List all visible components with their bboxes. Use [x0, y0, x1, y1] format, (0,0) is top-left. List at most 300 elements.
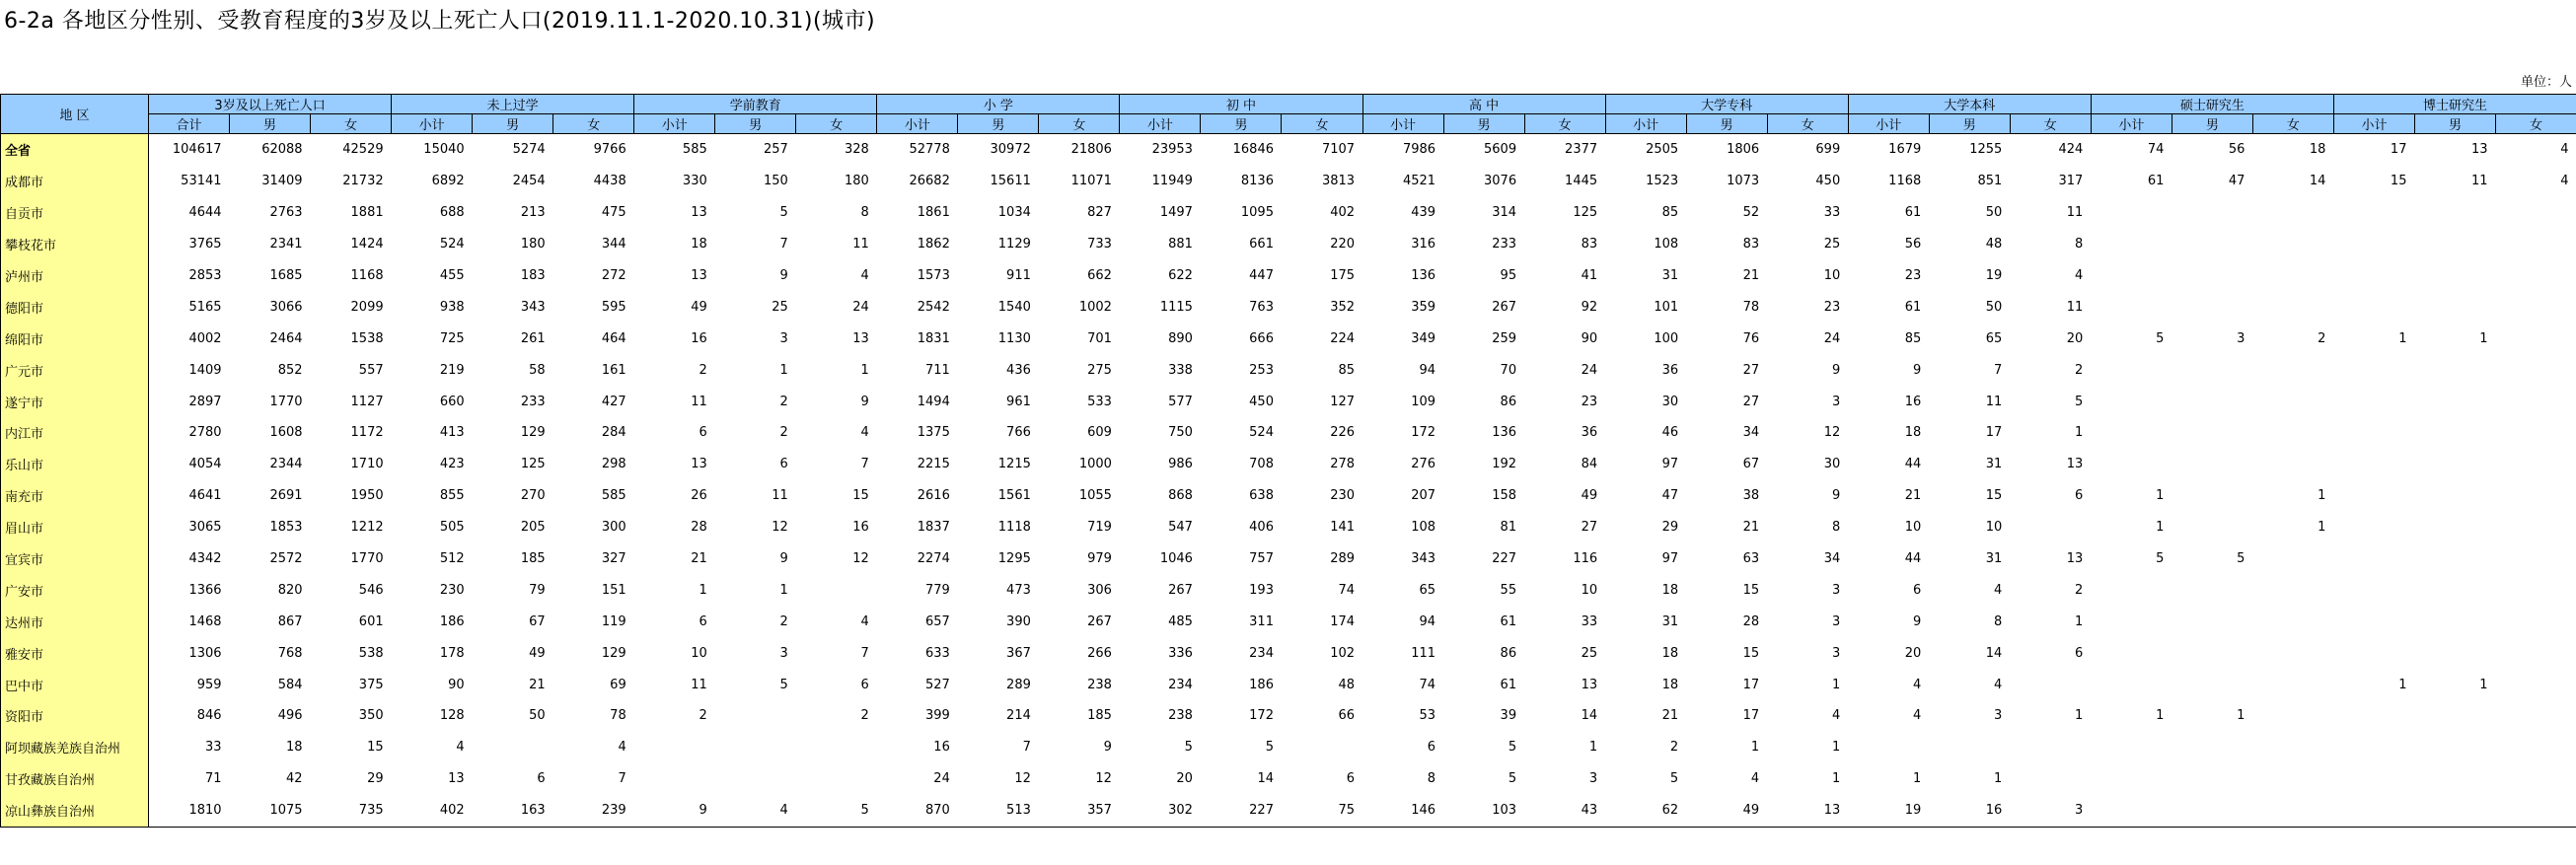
value-cell: 1 — [2398, 677, 2407, 692]
value-cell — [2496, 323, 2576, 354]
value-cell: 234 — [1168, 677, 1193, 692]
value-cell: 1 — [2075, 708, 2084, 724]
value-cell: 69 — [610, 677, 626, 692]
value-cell: 4 — [860, 613, 869, 629]
region-cell: 甘孜藏族自治州 — [1, 763, 149, 795]
value-cell: 50 — [1985, 299, 2003, 315]
value-cell: 2215 — [917, 457, 950, 472]
value-cell: 16 — [691, 330, 707, 346]
value-cell: 172 — [1249, 708, 1274, 724]
value-cell — [2171, 480, 2252, 512]
value-cell: 2 — [860, 708, 869, 724]
value-cell — [2414, 197, 2495, 229]
value-cell: 961 — [1006, 394, 1031, 409]
value-cell: 9 — [1912, 613, 1922, 629]
value-cell: 2 — [779, 613, 788, 629]
value-cell — [715, 763, 796, 795]
value-cell — [796, 732, 877, 763]
value-cell: 1 — [2479, 677, 2488, 692]
value-cell: 220 — [1330, 237, 1356, 252]
value-cell: 66 — [1338, 708, 1356, 724]
value-cell: 4521 — [1402, 174, 1436, 189]
value-cell: 178 — [439, 645, 465, 661]
value-cell — [2414, 512, 2495, 543]
value-cell: 1881 — [350, 205, 384, 221]
value-cell: 1 — [2075, 425, 2084, 441]
value-cell: 219 — [439, 362, 465, 378]
value-cell: 1055 — [1078, 488, 1112, 504]
value-cell: 2341 — [269, 237, 303, 252]
value-cell — [2496, 606, 2576, 637]
value-cell — [2414, 449, 2495, 480]
value-cell — [2414, 700, 2495, 732]
value-cell: 42529 — [342, 142, 384, 158]
value-cell: 584 — [277, 677, 303, 692]
group-header: 初 中 — [1120, 95, 1362, 114]
value-cell: 6 — [1427, 740, 1436, 756]
value-cell — [2171, 291, 2252, 323]
value-cell: 79 — [529, 582, 546, 598]
value-cell: 7 — [860, 645, 869, 661]
value-cell — [2091, 574, 2171, 606]
value-cell: 1 — [1750, 740, 1760, 756]
value-cell — [2171, 763, 2252, 795]
value-cell: 5 — [2237, 551, 2245, 567]
value-cell: 413 — [439, 425, 465, 441]
value-cell: 103 — [1443, 795, 1524, 827]
value-cell: 327 — [601, 551, 626, 567]
value-cell — [2010, 669, 2091, 700]
value-cell — [2333, 637, 2414, 669]
value-cell: 13 — [2470, 142, 2488, 158]
value-cell — [2496, 574, 2576, 606]
value-cell — [2252, 669, 2333, 700]
value-cell: 711 — [925, 362, 950, 378]
value-cell: 52 — [1742, 205, 1760, 221]
value-cell: 1046 — [1159, 551, 1193, 567]
value-cell: 1497 — [1159, 205, 1193, 221]
value-cell: 4 — [456, 740, 465, 756]
value-cell: 1 — [2075, 613, 2084, 629]
value-cell: 2572 — [269, 551, 303, 567]
value-cell: 1 — [2479, 330, 2488, 346]
table-row — [1, 732, 2576, 763]
value-cell: 109 — [1411, 394, 1436, 409]
value-cell: 2274 — [917, 551, 950, 567]
value-cell: 1 — [2156, 488, 2165, 504]
value-cell: 6 — [2075, 488, 2084, 504]
region-cell: 广元市 — [1, 354, 149, 386]
value-cell: 5 — [1508, 771, 1517, 787]
region-cell: 遂宁市 — [1, 386, 149, 417]
value-cell: 1215 — [997, 457, 1031, 472]
sub-header: 合计 — [149, 114, 230, 134]
value-cell: 41 — [1581, 268, 1598, 283]
value-cell: 180 — [844, 174, 869, 189]
value-cell: 1950 — [350, 488, 384, 504]
value-cell — [2171, 637, 2252, 669]
value-cell: 15611 — [990, 174, 1031, 189]
value-cell: 163 — [473, 795, 553, 827]
value-cell: 28 — [691, 520, 707, 536]
value-cell: 538 — [358, 645, 384, 661]
value-cell: 34 — [1823, 551, 1841, 567]
value-cell — [796, 763, 877, 795]
value-cell: 5 — [779, 205, 788, 221]
value-cell: 352 — [1330, 299, 1356, 315]
region-cell: 资阳市 — [1, 700, 149, 732]
value-cell: 12 — [772, 520, 788, 536]
value-cell: 11 — [1985, 394, 2003, 409]
value-cell: 146 — [1362, 795, 1443, 827]
value-cell: 5 — [1508, 740, 1517, 756]
sub-header: 女 — [2010, 114, 2091, 134]
value-cell: 284 — [601, 425, 626, 441]
value-cell: 3 — [2010, 795, 2091, 827]
value-cell: 1424 — [350, 237, 384, 252]
value-cell: 15 — [367, 740, 384, 756]
value-cell: 261 — [520, 330, 546, 346]
value-cell: 30 — [1823, 457, 1841, 472]
value-cell: 595 — [601, 299, 626, 315]
value-cell: 42 — [286, 771, 303, 787]
value-cell: 29 — [1661, 520, 1679, 536]
value-cell: 183 — [520, 268, 546, 283]
value-cell — [2333, 543, 2414, 575]
value-cell: 17 — [2390, 142, 2407, 158]
value-cell: 17 — [1742, 677, 1760, 692]
value-cell: 12 — [1014, 771, 1031, 787]
value-cell: 427 — [601, 394, 626, 409]
value-cell: 2377 — [1565, 142, 1598, 158]
value-cell: 25 — [772, 299, 788, 315]
value-cell — [2171, 354, 2252, 386]
table-row — [1, 166, 2576, 197]
value-cell: 8 — [1427, 771, 1436, 787]
value-cell: 3065 — [188, 520, 222, 536]
value-cell: 735 — [311, 795, 392, 827]
value-cell: 3076 — [1484, 174, 1517, 189]
value-cell: 136 — [1492, 425, 1517, 441]
value-cell: 119 — [601, 613, 626, 629]
value-cell: 11 — [2066, 205, 2084, 221]
value-cell: 39 — [1500, 708, 1517, 724]
region-cell: 凉山彝族自治州 — [1, 795, 149, 827]
region-cell: 乐山市 — [1, 449, 149, 480]
value-cell: 2780 — [188, 425, 222, 441]
value-cell: 344 — [601, 237, 626, 252]
value-cell: 2 — [1669, 740, 1679, 756]
value-cell: 1295 — [997, 551, 1031, 567]
value-cell — [2414, 574, 2495, 606]
value-cell — [2171, 606, 2252, 637]
value-cell: 1 — [1912, 771, 1922, 787]
table-row — [1, 700, 2576, 732]
value-cell: 20 — [1904, 645, 1922, 661]
value-cell: 12 — [1095, 771, 1112, 787]
value-cell — [2414, 606, 2495, 637]
value-cell: 719 — [1087, 520, 1112, 536]
value-cell: 11 — [772, 488, 788, 504]
value-cell: 50 — [529, 708, 546, 724]
value-cell — [2496, 229, 2576, 260]
value-cell: 609 — [1087, 425, 1112, 441]
value-cell: 1 — [699, 582, 707, 598]
value-cell: 1837 — [917, 520, 950, 536]
value-cell: 666 — [1249, 330, 1274, 346]
region-cell: 宜宾市 — [1, 543, 149, 575]
table-title: 6-2a 各地区分性别、受教育程度的3岁及以上死亡人口(2019.11.1-2020.10.31)(城市) — [4, 9, 876, 34]
value-cell: 9 — [860, 394, 869, 409]
value-cell: 21806 — [1070, 142, 1112, 158]
value-cell — [2333, 763, 2414, 795]
data-table — [0, 94, 2576, 828]
value-cell: 11 — [691, 677, 707, 692]
value-cell: 8 — [1831, 520, 1841, 536]
sub-header: 女 — [1524, 114, 1605, 134]
value-cell: 97 — [1661, 457, 1679, 472]
value-cell: 47 — [1661, 488, 1679, 504]
value-cell: 2454 — [512, 174, 546, 189]
value-cell: 234 — [1249, 645, 1274, 661]
value-cell: 9 — [1831, 488, 1841, 504]
value-cell: 350 — [358, 708, 384, 724]
value-cell: 63 — [1742, 551, 1760, 567]
value-cell — [2496, 197, 2576, 229]
sub-header: 女 — [2496, 114, 2576, 134]
value-cell — [634, 763, 715, 795]
value-cell: 18 — [1661, 645, 1679, 661]
value-cell: 74 — [2147, 142, 2165, 158]
value-cell — [2496, 386, 2576, 417]
value-cell: 16 — [1904, 394, 1922, 409]
value-cell: 175 — [1330, 268, 1356, 283]
value-cell: 3 — [1831, 645, 1841, 661]
value-cell — [2091, 669, 2171, 700]
value-cell: 31 — [1661, 613, 1679, 629]
value-cell: 18 — [2309, 142, 2326, 158]
value-cell: 7986 — [1402, 142, 1436, 158]
value-cell: 4 — [1994, 677, 2003, 692]
value-cell: 306 — [1087, 582, 1112, 598]
value-cell: 6 — [2075, 645, 2084, 661]
value-cell: 2 — [779, 425, 788, 441]
value-cell: 436 — [1006, 362, 1031, 378]
value-cell — [2171, 732, 2252, 763]
value-cell: 827 — [1087, 205, 1112, 221]
value-cell: 577 — [1168, 394, 1193, 409]
value-cell: 21 — [1742, 268, 1760, 283]
value-cell: 270 — [520, 488, 546, 504]
value-cell: 50 — [1985, 205, 2003, 221]
value-cell — [796, 574, 877, 606]
value-cell: 1 — [779, 582, 788, 598]
value-cell — [1848, 732, 1929, 763]
value-cell — [2496, 512, 2576, 543]
table-row — [1, 637, 2576, 669]
value-cell: 2344 — [269, 457, 303, 472]
value-cell — [2414, 732, 2495, 763]
value-cell: 585 — [601, 488, 626, 504]
value-cell: 33 — [204, 740, 222, 756]
value-cell — [2414, 480, 2495, 512]
value-cell — [2091, 795, 2171, 827]
value-cell — [2496, 260, 2576, 292]
value-cell: 36 — [1581, 425, 1598, 441]
value-cell: 2 — [2075, 582, 2084, 598]
value-cell: 90 — [448, 677, 465, 692]
value-cell: 172 — [1411, 425, 1436, 441]
value-cell: 10 — [691, 645, 707, 661]
value-cell: 28 — [1742, 613, 1760, 629]
value-cell: 959 — [196, 677, 222, 692]
value-cell: 9 — [779, 551, 788, 567]
sub-header: 女 — [1767, 114, 1848, 134]
value-cell: 938 — [439, 299, 465, 315]
value-cell: 18 — [1904, 425, 1922, 441]
table-row — [1, 323, 2576, 354]
value-cell: 26682 — [909, 174, 950, 189]
sub-header: 小计 — [1362, 114, 1443, 134]
value-cell: 1 — [2398, 330, 2407, 346]
sub-header: 男 — [1686, 114, 1767, 134]
value-cell: 5165 — [188, 299, 222, 315]
value-cell: 78 — [610, 708, 626, 724]
value-cell: 102 — [1330, 645, 1356, 661]
value-cell: 1034 — [997, 205, 1031, 221]
value-cell: 1831 — [917, 330, 950, 346]
value-cell: 16 — [1929, 795, 2010, 827]
value-cell — [2333, 480, 2414, 512]
value-cell: 9766 — [593, 142, 626, 158]
sub-header: 女 — [1039, 114, 1120, 134]
table-row — [1, 480, 2576, 512]
value-cell — [2333, 260, 2414, 292]
value-cell: 38 — [1742, 488, 1760, 504]
value-cell — [2252, 606, 2333, 637]
value-cell: 18 — [1661, 582, 1679, 598]
value-cell — [1282, 732, 1362, 763]
value-cell: 750 — [1168, 425, 1193, 441]
group-header: 大学本科 — [1848, 95, 2091, 114]
value-cell: 1853 — [269, 520, 303, 536]
value-cell: 311 — [1249, 613, 1274, 629]
value-cell: 14 — [2309, 174, 2326, 189]
value-cell: 5 — [1184, 740, 1193, 756]
value-cell: 90 — [1581, 330, 1598, 346]
value-cell — [2496, 417, 2576, 449]
value-cell — [2333, 574, 2414, 606]
value-cell: 275 — [1087, 362, 1112, 378]
value-cell: 439 — [1411, 205, 1436, 221]
value-cell: 1685 — [269, 268, 303, 283]
value-cell: 699 — [1815, 142, 1841, 158]
value-cell: 1806 — [1727, 142, 1760, 158]
value-cell: 21 — [1661, 708, 1679, 724]
value-cell: 13 — [691, 268, 707, 283]
value-cell: 317 — [2058, 174, 2084, 189]
value-cell — [2333, 291, 2414, 323]
group-header: 硕士研究生 — [2091, 95, 2333, 114]
value-cell — [2171, 512, 2252, 543]
value-cell: 1494 — [917, 394, 950, 409]
value-cell: 314 — [1492, 205, 1517, 221]
value-cell: 1073 — [1727, 174, 1760, 189]
value-cell: 375 — [358, 677, 384, 692]
value-cell: 48 — [1985, 237, 2003, 252]
value-cell: 512 — [439, 551, 465, 567]
value-cell: 402 — [1330, 205, 1356, 221]
value-cell: 3 — [1831, 394, 1841, 409]
value-cell: 3 — [779, 645, 788, 661]
value-cell: 94 — [1419, 362, 1436, 378]
value-cell: 53 — [1419, 708, 1436, 724]
value-cell: 1000 — [1078, 457, 1112, 472]
value-cell: 399 — [925, 708, 950, 724]
value-cell — [2171, 574, 2252, 606]
value-cell: 85 — [1904, 330, 1922, 346]
value-cell: 65 — [1419, 582, 1436, 598]
value-cell: 4 — [2560, 174, 2569, 189]
value-cell: 1 — [2237, 708, 2245, 724]
value-cell — [2496, 669, 2576, 700]
value-cell: 867 — [277, 613, 303, 629]
value-cell: 328 — [844, 142, 869, 158]
value-cell: 881 — [1168, 237, 1193, 252]
value-cell: 71 — [204, 771, 222, 787]
value-cell: 851 — [1977, 174, 2003, 189]
value-cell: 1168 — [350, 268, 384, 283]
value-cell: 15 — [2390, 174, 2407, 189]
value-cell: 5 — [2156, 551, 2165, 567]
value-cell: 1168 — [1888, 174, 1922, 189]
value-cell: 15040 — [423, 142, 465, 158]
value-cell: 10 — [1985, 520, 2003, 536]
value-cell: 185 — [1087, 708, 1112, 724]
value-cell: 230 — [1330, 488, 1356, 504]
region-cell: 眉山市 — [1, 512, 149, 543]
value-cell: 67 — [529, 613, 546, 629]
value-cell: 5 — [1265, 740, 1274, 756]
value-cell: 34 — [1742, 425, 1760, 441]
value-cell — [2333, 700, 2414, 732]
value-cell: 1075 — [230, 795, 311, 827]
value-cell: 136 — [1411, 268, 1436, 283]
value-cell — [2496, 763, 2576, 795]
value-cell — [2333, 449, 2414, 480]
value-cell: 2763 — [269, 205, 303, 221]
value-cell — [2252, 229, 2333, 260]
region-cell: 雅安市 — [1, 637, 149, 669]
value-cell — [2252, 795, 2333, 827]
value-cell: 757 — [1249, 551, 1274, 567]
region-cell: 绵阳市 — [1, 323, 149, 354]
value-cell: 267 — [1168, 582, 1193, 598]
value-cell: 1129 — [997, 237, 1031, 252]
value-cell: 24 — [852, 299, 869, 315]
value-cell: 6 — [699, 425, 707, 441]
value-cell: 62 — [1605, 795, 1686, 827]
value-cell: 846 — [196, 708, 222, 724]
value-cell: 24 — [933, 771, 950, 787]
sub-header: 男 — [1443, 114, 1524, 134]
value-cell: 11 — [2470, 174, 2488, 189]
value-cell: 16846 — [1232, 142, 1274, 158]
value-cell: 1770 — [269, 394, 303, 409]
value-cell: 1212 — [350, 520, 384, 536]
value-cell: 13 — [852, 330, 869, 346]
value-cell — [2414, 637, 2495, 669]
